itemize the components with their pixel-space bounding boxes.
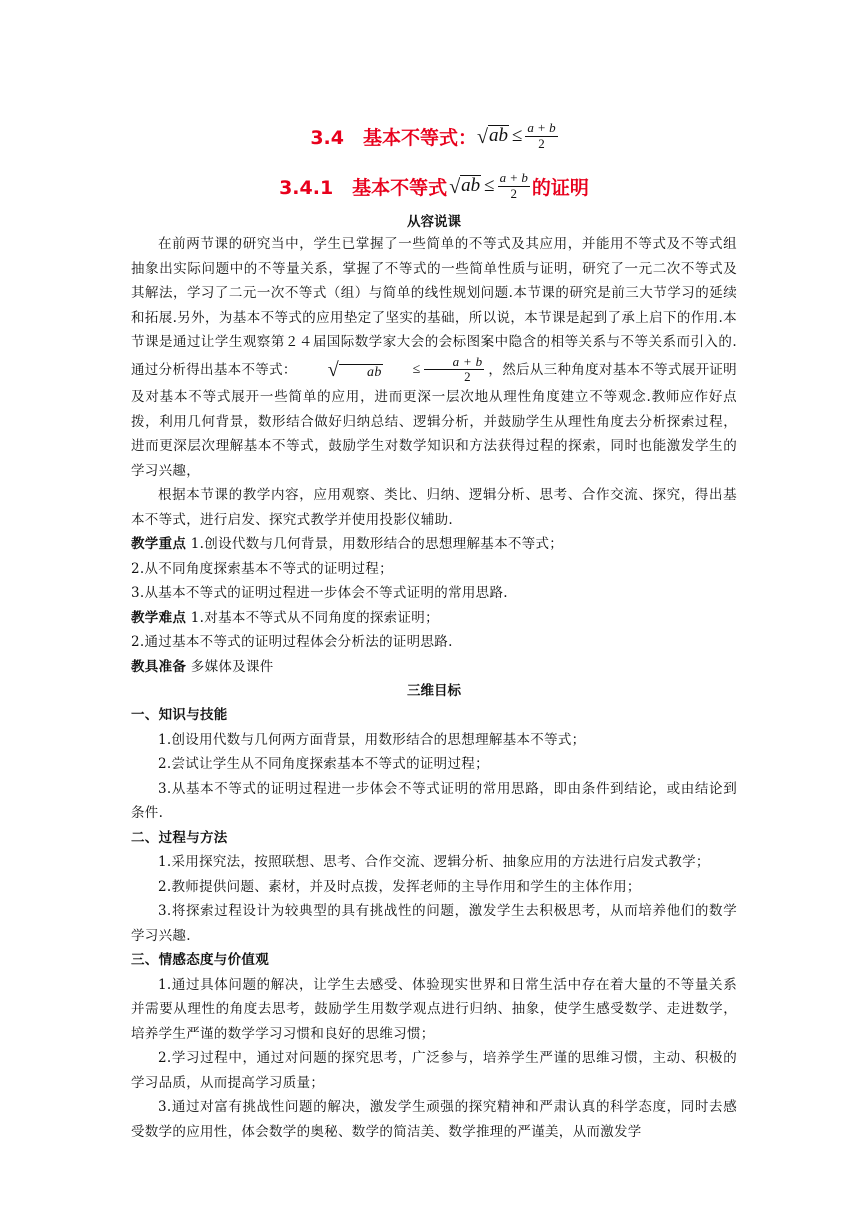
heading-shuoke: 从容说课 [407,214,461,230]
goal-2-title: 二、过程与方法 [131,829,228,846]
section-title-text: 3.4 基本不等式： [310,126,477,149]
goal-3-item: 3.通过对富有挑战性问题的解决，激发学生顽强的探究精神和严肃认真的科学态度，同时去感受数学的应用性，体会数学的奥秘、数学的简洁美、数学推理的严谨美，从而激发学 [131,1099,737,1140]
difficult-points-line-2: 2.通过基本不等式的证明过程体会分析法的证明思路. [131,634,453,651]
key-points-line-1: 教学重点 1.创设代数与几何背景，用数形结合的思想理解基本不等式； [131,536,564,553]
subsection-title [131,162,737,210]
goal-2-item: 2.教师提供问题、素材，并及时点拨，发挥老师的主导作用和学生的主体作用； [158,878,641,895]
goal-1-item: 1.创设用代数与几何两方面背景，用数形结合的思想理解基本不等式； [158,731,586,748]
goal-3-title: 三、情感态度与价值观 [131,952,269,969]
subsection-title-suffix: 的证明 [531,176,589,199]
heading-goals: 三维目标 [407,683,461,700]
goal-1-item: 3.从基本不等式的证明过程进一步体会不等式证明的常用思路，即由条件到结论，或由结论到条件. [131,780,737,822]
goal-2-item: 1.采用探究法，按照联想、思考、合作交流、逻辑分析、抽象应用的方法进行启发式教学； [158,854,710,871]
intro-paragraph-2: 根据本节课的教学内容，应用观察、类比、归纳、逻辑分析、思考、合作交流、探究，得出基本不等式，进行启发、探究式教学并使用投影仪辅助. [131,487,737,528]
section-title [131,110,737,162]
document-page [131,110,737,1144]
intro-paragraph-1: 在前两节课的研究当中，学生已掌握了一些简单的不等式及其应用，并能用不等式及不等式组抽象出实际问题中的不等量关系，掌握了不等式的一些简单性质与证明，研究了一元二次不等式及其解法，学习了二元一次不等式（组）与简单的线性规划问题.本节课的研究是前三大节学习的延续和拓展.另外，为基本不等式的应用垫定了坚实的基础，所以说，本节课是起到了承上启下的作用.本节课是通过让学生观察第２４届国际数学家大会的会标图案中隐含的相等关系与不等关系而引入的.通过分析得出基本不等式： √ ab ≤ $\frac{a + b}{2}$ ，然后从三种角度对基本不等式展开证明及对基本不等式展开一些简单的应用，进而更深一层次地从理性角度建立不等观念.教师应作好点拨，利用几何背景，数形结合做好归纳总结、逻辑分析，并鼓励学生从理性角度去分析探索过程，进而更深层次理解基本不等式，鼓励学生对数学知识和方法获得过程的探索，同时也能激发学生的学习兴趣， [131,236,737,479]
teaching-tools-line: 教具准备 多媒体及课件 [131,658,274,675]
inequality-formula: √ ab ≤ $\frac{a + b}{2}$ [476,119,556,151]
difficult-points-line-1: 教学难点 1.对基本不等式从不同角度的探索证明； [131,609,439,626]
goal-3-item: 2.学习过程中，通过对问题的探究思考，广泛参与，培养学生严谨的思维习惯，主动、积极的学习品质，从而提高学习质量； [131,1050,737,1091]
subsection-title-text: 3.4.1 基本不等式 [279,176,448,199]
inline-inequality-formula: √ ab ≤ $\frac{a + b}{2}$ [327,353,483,385]
key-points-line-3: 3.从基本不等式的证明过程进一步体会不等式证明的常用思路. [131,585,508,602]
goal-3-item: 1.通过具体问题的解决，让学生去感受、体验现实世界和日常生活中存在着大量的不等量关系并需要从理性的角度去思考，鼓励学生用数学观点进行归纳、抽象，使学生感受数学、走进数学，培养学生严谨的数学学习习惯和良好的思维习惯； [131,976,737,1042]
goal-1-title: 一、知识与技能 [131,707,228,724]
goal-2-item: 3.将探索过程设计为较典型的具有挑战性的问题，激发学生去积极思考，从而培养他们的数学学习兴趣. [131,903,737,944]
goal-1-item: 2.尝试让学生从不同角度探索基本不等式的证明过程； [158,756,489,773]
inequality-formula: √ ab ≤ $\frac{a + b}{2}$ [449,169,528,201]
key-points-line-2: 2.从不同角度探索基本不等式的证明过程； [131,560,393,577]
